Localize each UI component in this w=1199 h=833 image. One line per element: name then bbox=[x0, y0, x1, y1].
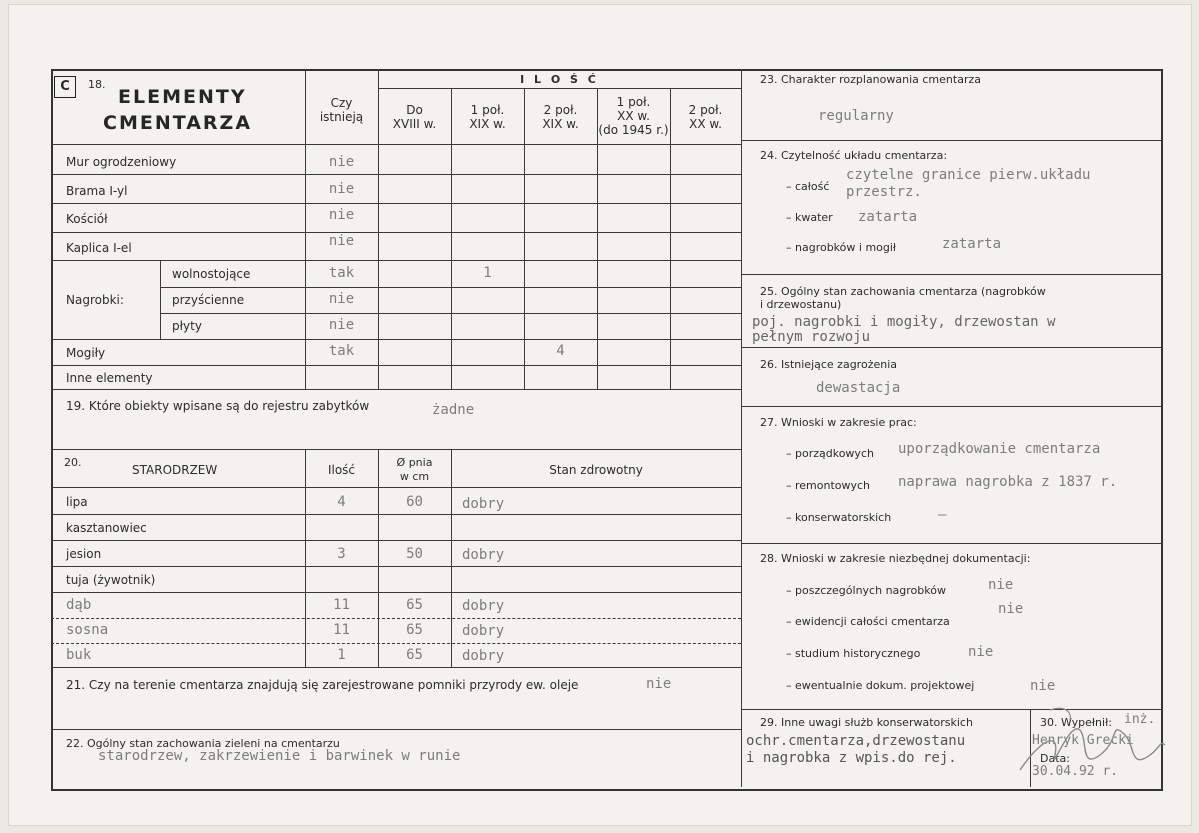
period-header: 2 poł. bbox=[688, 103, 723, 117]
section-28-item-label: – studium historycznego bbox=[786, 647, 921, 660]
period-header: XIX w. bbox=[542, 117, 579, 131]
tree-diameter: 50 bbox=[406, 546, 423, 562]
period-header: Do bbox=[406, 103, 423, 117]
section-27-item-label: – porządkowych bbox=[786, 447, 874, 460]
section-27-label: 27. Wnioski w zakresie prac: bbox=[760, 416, 917, 429]
element-exists: nie bbox=[328, 181, 355, 197]
tree-health: dobry bbox=[462, 623, 505, 639]
exists-header-1: Czy bbox=[330, 96, 353, 110]
tree-name: tuja (żywotnik) bbox=[66, 573, 156, 587]
section-19-value: żadne bbox=[432, 402, 475, 418]
section-29-label: 29. Inne uwagi służb konserwatorskich bbox=[760, 716, 973, 729]
section-27-item-label: – konserwatorskich bbox=[786, 511, 892, 524]
tree-name: jesion bbox=[66, 547, 102, 561]
period-header: XIX w. bbox=[469, 117, 506, 131]
period-header: (do 1945 r.) bbox=[598, 123, 669, 137]
section-19-label: 19. Które obiekty wpisane są do rejestru zabytków bbox=[66, 399, 370, 413]
period-header: XVIII w. bbox=[392, 117, 437, 131]
element-exists: nie bbox=[328, 154, 355, 170]
section-27-item-value: – bbox=[938, 507, 947, 523]
section-28-label: 28. Wnioski w zakresie niezbędnej dokumentacji: bbox=[760, 552, 1031, 565]
period-header: XX w. bbox=[617, 109, 650, 123]
section-21-label: 21. Czy na terenie cmentarza znajdują się zarejestrowane pomniki przyrody ew. oleje bbox=[66, 678, 579, 692]
element-count: 4 bbox=[556, 343, 565, 359]
tree-name: dąb bbox=[66, 597, 92, 613]
period-header: XX w. bbox=[689, 117, 722, 131]
section-28-item-value: nie bbox=[968, 644, 994, 660]
element-label: Mur ogrodzeniowy bbox=[66, 155, 177, 169]
nagrobki-label: Nagrobki: bbox=[66, 293, 124, 307]
tree-name: buk bbox=[66, 647, 92, 663]
element-exists: tak bbox=[328, 265, 355, 281]
element-label: płyty bbox=[172, 319, 202, 333]
tree-count: 11 bbox=[333, 622, 350, 638]
kwater-label: – kwater bbox=[786, 211, 833, 224]
title-line-1: ELEMENTY bbox=[118, 86, 247, 108]
section-28-item-value: nie bbox=[998, 601, 1024, 617]
period-header: 1 poł. bbox=[616, 95, 651, 109]
card-letter: C bbox=[54, 76, 76, 98]
signature-mark bbox=[1010, 700, 1170, 790]
section-28-item-value: nie bbox=[988, 577, 1014, 593]
tree-diameter: 60 bbox=[406, 494, 423, 510]
main-divider bbox=[741, 69, 742, 787]
tree-diameter: 65 bbox=[406, 597, 423, 613]
section-21-value: nie bbox=[646, 676, 672, 692]
section-28-item-label: – poszczególnych nagrobków bbox=[786, 584, 946, 597]
section-27-item-value: uporządkowanie cmentarza bbox=[898, 441, 1101, 457]
element-label: Inne elementy bbox=[66, 371, 153, 385]
period-header: 1 poł. bbox=[470, 103, 505, 117]
date-value: 30.04.92 r. bbox=[1032, 764, 1119, 779]
tree-health: dobry bbox=[462, 547, 505, 563]
calosc-label: – całość bbox=[786, 180, 830, 193]
section-24-label: 24. Czytelność układu cmentarza: bbox=[760, 149, 948, 162]
section-22-label: 22. Ogólny stan zachowania zieleni na cmentarzu bbox=[66, 737, 340, 750]
section-28-item-label: – ewentualnie dokum. projektowej bbox=[786, 679, 975, 692]
section-23-label: 23. Charakter rozplanowania cmentarza bbox=[760, 73, 981, 86]
starodrzew-header: STARODRZEW bbox=[132, 463, 218, 477]
exists-header-2: istnieją bbox=[319, 110, 364, 124]
ilosc-header: I L O Ś Ć bbox=[520, 73, 599, 86]
title-line-2: CMENTARZA bbox=[103, 112, 253, 134]
tree-diameter: 65 bbox=[406, 622, 423, 638]
element-exists: nie bbox=[328, 291, 355, 307]
tree-name: sosna bbox=[66, 622, 109, 638]
tree-count: 1 bbox=[337, 647, 346, 663]
date-label: Data: bbox=[1040, 752, 1070, 765]
section-29-value-1: ochr.cmentarza,drzewostanu bbox=[746, 733, 966, 749]
diameter-header-1: Ø pnia bbox=[396, 456, 433, 469]
tree-count: 11 bbox=[333, 597, 350, 613]
section-26-label: 26. Istniejące zagrożenia bbox=[760, 358, 898, 371]
calosc-value-1: czytelne granice pierw.układu bbox=[846, 167, 1091, 183]
section-26-value: dewastacja bbox=[816, 380, 901, 396]
tree-diameter: 65 bbox=[406, 647, 423, 663]
tree-name: lipa bbox=[66, 495, 88, 509]
element-exists: nie bbox=[328, 317, 355, 333]
section-25-value-2: pełnym rozwoju bbox=[752, 329, 871, 345]
section-22-value: starodrzew, zakrzewienie i barwinek w runie bbox=[98, 748, 461, 764]
section-25-label-2: i drzewostanu) bbox=[760, 298, 842, 311]
kwater-value: zatarta bbox=[858, 209, 918, 225]
count-header: Ilość bbox=[327, 463, 356, 477]
filled-by-title: inż. bbox=[1124, 712, 1156, 727]
section-28-item-label: – ewidencji całości cmentarza bbox=[786, 615, 950, 628]
section-23-value: regularny bbox=[818, 108, 894, 124]
calosc-value-2: przestrz. bbox=[846, 184, 922, 200]
nagrobkow-value: zatarta bbox=[942, 236, 1002, 252]
health-header: Stan zdrowotny bbox=[549, 463, 643, 477]
section-30-label: 30. Wypełnił: bbox=[1040, 716, 1112, 729]
tree-count: 4 bbox=[337, 494, 346, 510]
element-label: Kościół bbox=[66, 212, 108, 226]
header-rule bbox=[51, 144, 741, 145]
section-20-number: 20. bbox=[64, 456, 82, 469]
filled-by-name: Henryk Grecki bbox=[1032, 733, 1134, 748]
element-label: przyścienne bbox=[172, 293, 245, 307]
element-exists: nie bbox=[328, 233, 355, 249]
period-header: 2 poł. bbox=[543, 103, 578, 117]
element-label: Brama I-yl bbox=[66, 184, 128, 198]
tree-count: 3 bbox=[337, 546, 346, 562]
nagrobkow-label: – nagrobków i mogił bbox=[786, 241, 897, 254]
tree-health: dobry bbox=[462, 648, 505, 664]
diameter-header-2: w cm bbox=[399, 470, 430, 483]
section-29-value-2: i nagrobka z wpis.do rej. bbox=[746, 750, 957, 766]
element-count: 1 bbox=[483, 265, 492, 281]
tree-health: dobry bbox=[462, 598, 505, 614]
element-label: Mogiły bbox=[66, 346, 106, 360]
tree-health: dobry bbox=[462, 496, 505, 512]
element-exists: tak bbox=[328, 343, 355, 359]
section-27-item-label: – remontowych bbox=[786, 479, 871, 492]
element-exists: nie bbox=[328, 207, 355, 223]
element-label: wolnostojące bbox=[172, 267, 251, 281]
section-25-label-1: 25. Ogólny stan zachowania cmentarza (nagrobków bbox=[760, 285, 1046, 298]
tree-name: kasztanowiec bbox=[66, 521, 147, 535]
element-label: Kaplica I-el bbox=[66, 241, 132, 255]
section-28-item-value: nie bbox=[1030, 678, 1056, 694]
section-25-value-1: poj. nagrobki i mogiły, drzewostan w bbox=[752, 314, 1056, 330]
section-18-number: 18. bbox=[88, 78, 106, 91]
section-27-item-value: naprawa nagrobka z 1837 r. bbox=[898, 474, 1118, 490]
